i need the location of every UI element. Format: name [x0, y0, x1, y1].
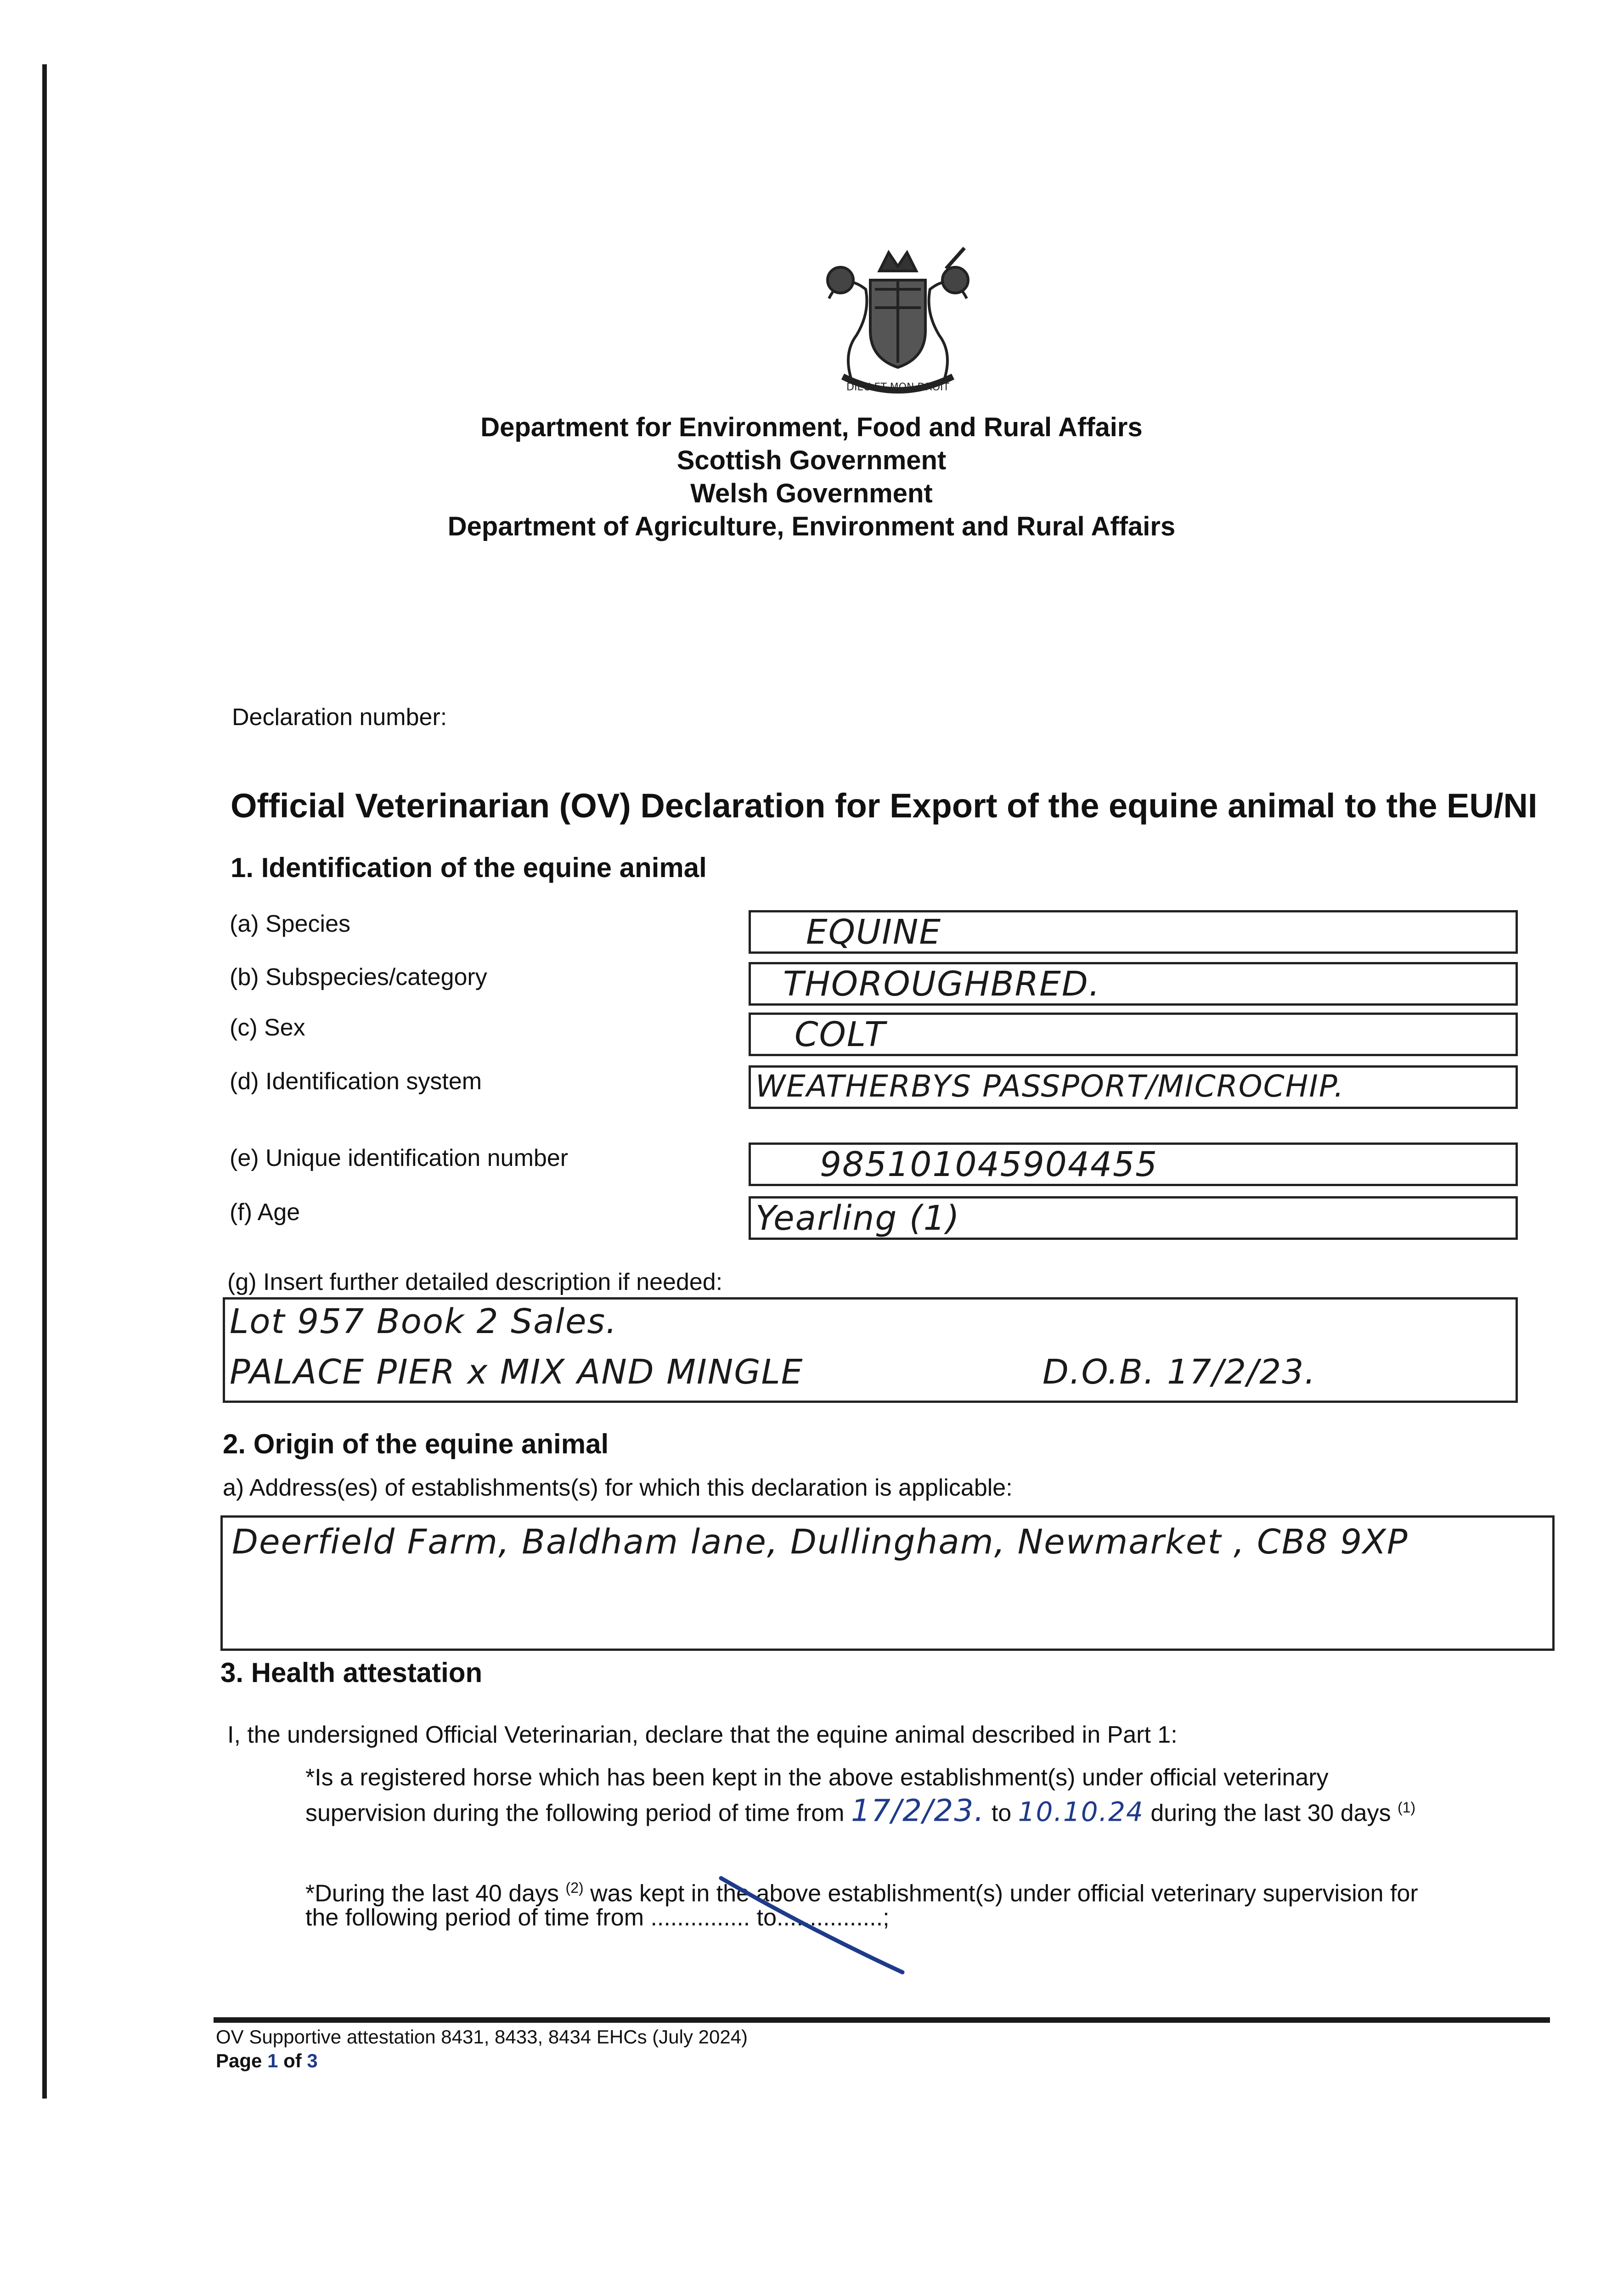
establishment-address-field[interactable]: [220, 1515, 1555, 1651]
supervision-from-date[interactable]: 17/2/23.: [851, 1793, 985, 1829]
identification-system-label: (d) Identification system: [230, 1068, 482, 1095]
species-value: EQUINE: [806, 912, 942, 952]
subspecies-value: THOROUGHBRED.: [783, 964, 1101, 1004]
last-30-days-text: during the last 30 days: [1150, 1800, 1391, 1827]
identification-system-value: WEATHERBYS PASSPORT/MICROCHIP.: [755, 1069, 1345, 1104]
section-1-heading: 1. Identification of the equine animal: [231, 852, 707, 883]
species-label: (a) Species: [230, 911, 350, 937]
section-2-heading: 2. Origin of the equine animal: [223, 1429, 609, 1459]
date-of-birth-value: D.O.B. 17/2/23.: [1043, 1352, 1316, 1392]
supervision-to-word: to: [991, 1800, 1012, 1827]
footer-attestation-reference: OV Supportive attestation 8431, 8433, 8434 EHCs (July 2024): [216, 2026, 748, 2048]
subspecies-label: (b) Subspecies/category: [230, 964, 487, 990]
subspecies-field[interactable]: [749, 962, 1518, 1006]
age-value: Yearling (1): [755, 1199, 960, 1238]
establishment-address-label: a) Address(es) of establishments(s) for which this declaration is applicable:: [223, 1474, 1013, 1501]
further-description-label: (g) Insert further detailed description if needed:: [227, 1269, 723, 1295]
unique-id-field[interactable]: [749, 1142, 1518, 1186]
attestation-paragraph-1-line-2: [305, 1793, 1415, 1827]
attestation-paragraph-2-line-2: the following period of time from ............... to................;: [305, 1904, 890, 1931]
crest-motto: DIEU ET MON DROIT: [846, 382, 949, 393]
of-word: of: [283, 2050, 302, 2071]
declaration-title: Official Veterinarian (OV) Declaration for Export of the equine animal to the EU/NI: [231, 787, 1538, 825]
unique-id-value: 985101045904455: [820, 1145, 1158, 1184]
further-description-field[interactable]: [223, 1297, 1518, 1403]
age-label: (f) Age: [230, 1199, 300, 1226]
identification-system-field[interactable]: [749, 1065, 1518, 1109]
unique-id-label: (e) Unique identification number: [230, 1145, 569, 1171]
left-margin-rule: [42, 64, 47, 2099]
kept-in-establishment-text: was kept in the above establishment(s) under official veterinary supervision for: [590, 1880, 1418, 1907]
declaration-number-label: Declaration number:: [232, 704, 447, 731]
further-description-line-2: PALACE PIER x MIX AND MINGLE: [230, 1352, 804, 1392]
species-field[interactable]: [749, 910, 1518, 954]
sex-field[interactable]: [749, 1013, 1518, 1056]
department-heading-4: Department of Agriculture, Environment and Rural Affairs: [447, 512, 1176, 541]
footnote-ref-1: (1): [1398, 1799, 1416, 1816]
page-indicator: [216, 2049, 318, 2073]
department-heading-3: Welsh Government: [690, 478, 933, 508]
last-40-days-text: *During the last 40 days: [305, 1880, 559, 1907]
attestation-paragraph-1-line-1: *Is a registered horse which has been kept in the above establishment(s) under official veterinary: [305, 1764, 1329, 1791]
department-heading-1: Department for Environment, Food and Rural Affairs: [480, 412, 1143, 442]
royal-crest-icon: [801, 243, 994, 404]
footer-rule: [214, 2017, 1550, 2023]
supervision-to-date[interactable]: 10.10.24: [1018, 1796, 1144, 1828]
pen-strike-mark: [716, 1874, 909, 1979]
supervision-period-text: supervision during the following period of time from: [305, 1800, 845, 1827]
establishment-address-value: Deerfield Farm, Baldham lane, Dullingham, Newmarket , CB8 9XP: [232, 1522, 1409, 1562]
section-3-heading: 3. Health attestation: [220, 1657, 483, 1688]
sex-label: (c) Sex: [230, 1014, 305, 1041]
page-number: 1: [267, 2050, 278, 2071]
department-heading-2: Scottish Government: [676, 445, 947, 475]
sex-value: COLT: [795, 1015, 886, 1054]
footnote-ref-2: (2): [565, 1880, 584, 1896]
page-word: Page: [216, 2050, 262, 2071]
further-description-line-1: Lot 957 Book 2 Sales.: [230, 1302, 618, 1341]
page-total: 3: [307, 2050, 318, 2071]
age-field[interactable]: [749, 1196, 1518, 1240]
health-attestation-intro: I, the undersigned Official Veterinarian, declare that the equine animal described in Part 1:: [227, 1722, 1178, 1748]
